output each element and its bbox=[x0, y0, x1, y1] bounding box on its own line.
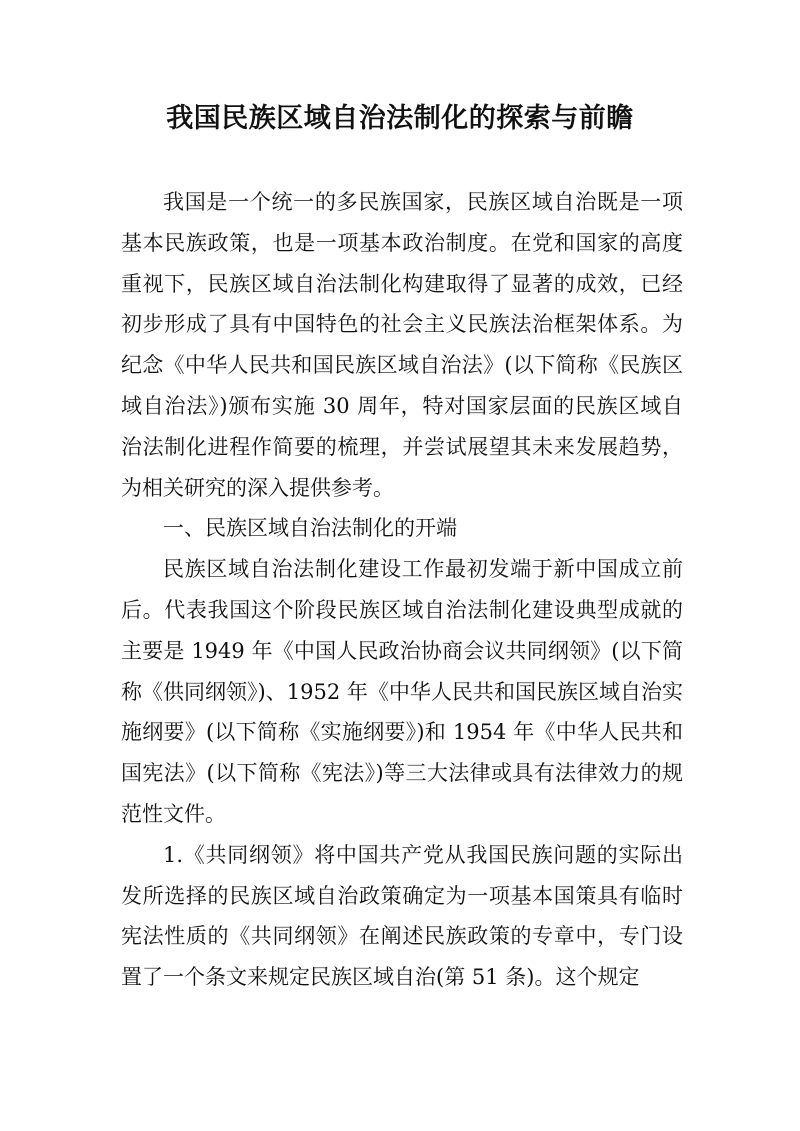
document-body bbox=[121, 182, 683, 998]
paragraph-section-1: 民族区域自治法制化建设工作最初发端于新中国成立前后。代表我国这个阶段民族区域自治法制化建设典型成就的主要是 1949 年《中国人民政治协商会议共同纲领》(以下简称《供同纲领》)、1952 年《中华人民共和国民族区域自治实施纲要》(以下简称《实施纲要》)和 1954 年《中华人民共和国宪法》(以下简称《宪法》)等三大法律或具有法律效力的规范性文件。 bbox=[121, 557, 683, 826]
paragraph-intro: 我国是一个统一的多民族国家，民族区域自治既是一项基本民族政策，也是一项基本政治制度。在党和国家的高度重视下，民族区域自治法制化构建取得了显著的成效，已经初步形成了具有中国特色的社会主义民族法治框架体系。为纪念《中华人民共和国民族区域自治法》(以下简称《民族区域自治法》)颁布实施 30 周年，特对国家层面的民族区域自治法制化进程作简要的梳理，并尝试展望其未来发展趋势，为相关研究的深入提供参考。 bbox=[121, 190, 683, 500]
paragraph-item-1: 1.《共同纲领》将中国共产党从我国民族问题的实际出发所选择的民族区域自治政策确定为一项基本国策具有临时宪法性质的《共同纲领》在阐述民族政策的专章中，专门设置了一个条文来规定民族区域自治(第 51 条)。这个规定 bbox=[121, 842, 683, 990]
section-heading-1: 一、民族区域自治法制化的开端 bbox=[163, 516, 457, 541]
document-title: 我国民族区域自治法制化的探索与前瞻 bbox=[166, 103, 634, 134]
